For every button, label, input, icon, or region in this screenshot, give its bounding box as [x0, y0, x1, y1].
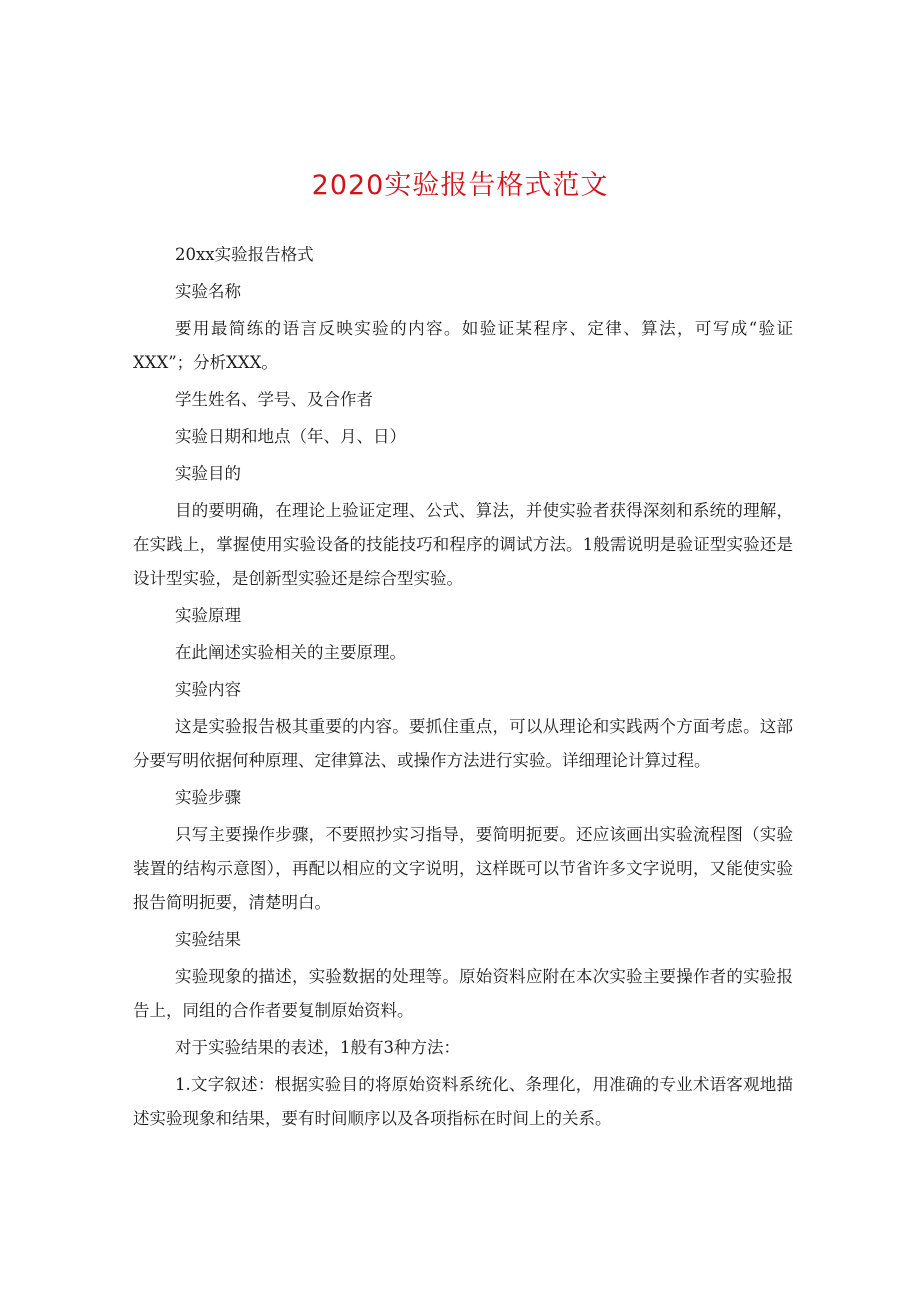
- heading-experiment-name: 实验名称: [175, 282, 241, 301]
- heading-principle: 实验原理: [175, 606, 241, 625]
- paragraph-method-text: 1.文字叙述：根据实验目的将原始资料系统化、条理化，用准确的专业术语客观地描述实验现象和结果，要有时间顺序以及各项指标在时间上的关系。: [133, 1075, 793, 1128]
- paragraph-content: 这是实验报告极其重要的内容。要抓住重点，可以从理论和实践两个方面考虑。这部分要写明依据何种原理、定律算法、或操作方法进行实验。详细理论计算过程。: [133, 717, 793, 770]
- paragraph-principle: 在此阐述实验相关的主要原理。: [175, 643, 406, 662]
- heading-student-info: 学生姓名、学号、及合作者: [175, 390, 373, 409]
- paragraph-steps: 只写主要操作步骤，不要照抄实习指导，要简明扼要。还应该画出实验流程图（实验装置的结构示意图），再配以相应的文字说明，这样既可以节省许多文字说明，又能使实验报告简明扼要，清楚明白。: [133, 825, 793, 912]
- document-body: [133, 238, 793, 1136]
- paragraph-results: 实验现象的描述，实验数据的处理等。原始资料应附在本次实验主要操作者的实验报告上，同组的合作者要复制原始资料。: [133, 967, 793, 1020]
- paragraph-format-heading: 20xx实验报告格式: [175, 245, 314, 264]
- paragraph-result-methods: 对于实验结果的表述，1般有3种方法：: [175, 1038, 460, 1057]
- heading-content: 实验内容: [175, 680, 241, 699]
- document-title: 2020实验报告格式范文: [311, 170, 609, 201]
- heading-steps: 实验步骤: [175, 788, 241, 807]
- heading-results: 实验结果: [175, 930, 241, 949]
- heading-purpose: 实验目的: [175, 464, 241, 483]
- paragraph-purpose: 目的要明确，在理论上验证定理、公式、算法，并使实验者获得深刻和系统的理解，在实践上，掌握使用实验设备的技能技巧和程序的调试方法。1般需说明是验证型实验还是设计型实验，是创新型实验还是综合型实验。: [133, 501, 793, 588]
- paragraph-experiment-name: 要用最简练的语言反映实验的内容。如验证某程序、定律、算法，可写成“验证XXX”；分析XXX。: [133, 319, 793, 372]
- heading-date-location: 实验日期和地点（年、月、日）: [175, 427, 406, 446]
